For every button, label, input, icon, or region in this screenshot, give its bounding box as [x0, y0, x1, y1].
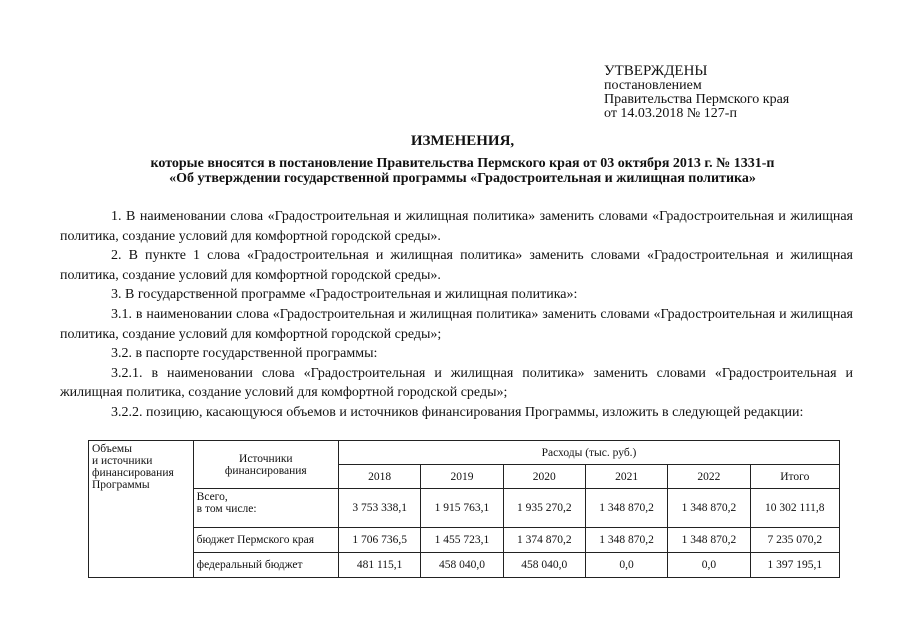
value-cell: 1 935 270,2 — [503, 489, 585, 528]
value-cell: 1 455 723,1 — [421, 528, 503, 553]
year-header: 2021 — [585, 465, 667, 489]
paragraph-3-2: 3.2. в паспорте государственной программы: — [111, 346, 378, 362]
document-body — [60, 207, 853, 423]
approval-stamp — [604, 64, 789, 121]
value-cell: 1 348 870,2 — [585, 528, 667, 553]
paragraph-3: 3. В государственной программе «Градостроительная и жилищная политика»: — [111, 287, 578, 303]
paragraph-3-1: 3.1. в наименовании слова «Градостроительная и жилищная политика» заменить словами «Градостроительная и жилищная политика, создание условий для комфортной городской среды»; — [60, 306, 853, 342]
document-subtitle-line-1: которые вносятся в постановление Правительства Пермского края от 03 октября 2013 г. № 1331-п — [150, 156, 775, 171]
table-row — [89, 553, 840, 578]
source-label: Всего, в том числе: — [196, 491, 257, 515]
value-cell: 1 348 870,2 — [585, 489, 667, 528]
expenses-header: Расходы (тыс. руб.) — [541, 446, 637, 459]
approval-line-4: от 14.03.2018 № 127-п — [604, 106, 737, 121]
approval-line-2: постановлением — [604, 78, 702, 93]
value-cell: 3 753 338,1 — [338, 489, 420, 528]
paragraph-1: 1. В наименовании слова «Градостроительная и жилищная политика» заменить словами «Градостроительная и жилищная политика, создание условий для комфортной городской среды». — [60, 209, 853, 244]
value-cell: 1 348 870,2 — [668, 489, 750, 528]
value-cell: 458 040,0 — [421, 553, 503, 578]
year-header: 2022 — [668, 465, 750, 489]
total-header: Итого — [750, 465, 839, 489]
table-row-label — [89, 441, 194, 578]
source-cell — [193, 489, 338, 528]
year-header: 2018 — [338, 465, 420, 489]
value-cell: 481 115,1 — [338, 553, 420, 578]
year-header: 2020 — [503, 465, 585, 489]
sources-header: Источники финансирования — [224, 452, 307, 477]
approval-line-3: Правительства Пермского края — [604, 92, 790, 107]
paragraph-2: 2. В пункте 1 слова «Градостроительная и жилищная политика» заменить словами «Градостроительная и жилищная политика, создание условий для комфортной городской среды». — [60, 248, 853, 283]
paragraph-3-2-1: 3.2.1. в наименовании слова «Градостроительная и жилищная политика» заменить словами «Градостроительная и жилищная политика, создание условий для комфортной городской среды»; — [60, 365, 853, 401]
approval-line-1: УТВЕРЖДЕНЫ — [604, 63, 708, 79]
value-cell: 1 374 870,2 — [503, 528, 585, 553]
table-row — [89, 528, 840, 553]
expenses-header-cell — [338, 441, 839, 465]
document-title: ИЗМЕНЕНИЯ, — [410, 133, 515, 149]
value-cell: 1 915 763,1 — [421, 489, 503, 528]
year-header: 2019 — [421, 465, 503, 489]
paragraph-3-2-2: 3.2.2. позицию, касающуюся объемов и источников финансирования Программы, изложить в следующей редакции: — [111, 404, 804, 420]
value-cell: 1 348 870,2 — [668, 528, 750, 553]
document-subtitle-line-2: «Об утверждении государственной программы «Градостроительная и жилищная политика» — [169, 171, 756, 186]
total-cell: 10 302 111,8 — [750, 489, 839, 528]
document-heading — [60, 132, 865, 186]
total-cell: 7 235 070,2 — [750, 528, 839, 553]
sources-header-cell — [193, 441, 338, 489]
source-cell: бюджет Пермского края — [193, 528, 338, 553]
financing-label: Объемы и источники финансирования Программы — [92, 443, 174, 491]
value-cell: 1 706 736,5 — [338, 528, 420, 553]
total-cell: 1 397 195,1 — [750, 553, 839, 578]
financing-table — [88, 440, 840, 578]
value-cell: 0,0 — [668, 553, 750, 578]
value-cell: 0,0 — [585, 553, 667, 578]
source-cell: федеральный бюджет — [193, 553, 338, 578]
table-row — [89, 489, 840, 528]
value-cell: 458 040,0 — [503, 553, 585, 578]
